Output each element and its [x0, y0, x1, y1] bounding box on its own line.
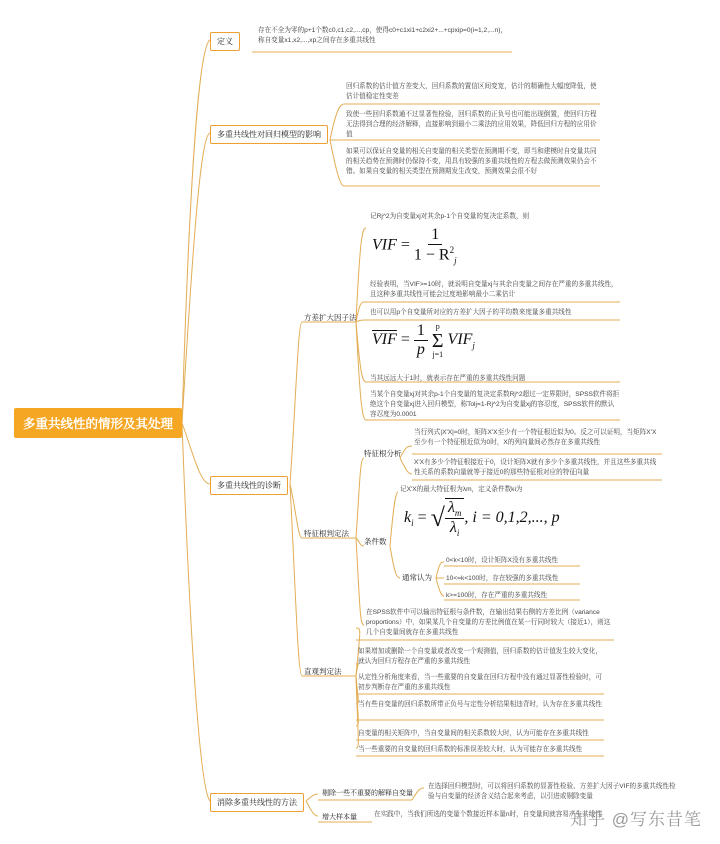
definition-text: 存在不全为零的p+1个数c0,c1,c2,...,cp，使得c0+c1xi1+c2xi2+...+cpxip=0(i=1,2,...n)，称自变量x1,x2,...,xp之间存在多重共线性 [258, 27, 508, 44]
intuitive-item: 当一些重要的自变量的回归系数的标准误差较大时，认为可能存在多重共线性 [358, 746, 583, 753]
increase-sample-text: 在实践中，当我们所选的变量个数接近样本量n时，自变量间就容易产生共线性 [374, 811, 602, 818]
vif-after: 当某个自变量xj对其余p-1个自变量的复决定系数Rj^2超过一定界限时，SPSS软件将拒绝这个自变量xj进入回归模型，称Tolj=1-Rj^2为自变量xj的容忍度，SPSS软件的默认容忍度为0.0001 [370, 391, 620, 418]
condition-number: 条件数 [364, 537, 387, 546]
branch-diagnosis: 多重共线性的诊断 [210, 476, 288, 495]
eigen-analysis-item: 当行列式|X'X|≈0时，矩阵X'X至少有一个特征根近似为0。反之可以证明，当矩阵X'X至少有一个特征根近似为0时，X的列向量间必然存在多重共线性 [414, 429, 657, 446]
method-remove-variables: 剔除一些不重要的解释自变量 [322, 790, 413, 797]
eigen-analysis: 特征根分析 [364, 449, 402, 458]
impact-item: 回归系数的估计值方差变大，回归系数的置信区间变宽，估计的精确性大幅度降低，使估计值稳定性变差 [346, 83, 597, 100]
spss-note: 在SPSS软件中可以输出特征根与条件数，在输出结果右侧的方差比例（variance proportions）中，如果某几个自变量的方差比例值在某一行同时较大（接近1），则这几个自变量间就存在多重共线性 [366, 609, 611, 636]
intuitive-item: 从定性分析角度来看，当一些重要的自变量在回归方程中没有通过显著性检验时，可初步判断存在严重的多重共线性 [358, 674, 602, 691]
eigen-analysis-item: X'X有多少个特征根接近于0，设计矩阵X就有多少个多重共线性，并且这些多重共线性关系的系数向量就等于接近0的那些特征根对应的特征向量 [414, 459, 657, 476]
method-eigen: 特征根判定法 [304, 529, 349, 538]
condition-intro: 记X'X的最大特征根为λm，定义条件数ki为 [400, 486, 523, 493]
branch-definition: 定义 [210, 32, 240, 51]
vif-rule: 也可以用p个自变量所对应的方差扩大因子的平均数来度量多重共线性 [370, 309, 572, 316]
root-topic: 多重共线性的情形及其处理 [14, 408, 182, 438]
vif-formula: VIF = $\frac{1}{1 - R^2_j}$ [372, 226, 457, 266]
vif-intro: 记Rj^2为自变量xj对其余p-1个自变量的复决定系数，则 [370, 213, 530, 220]
branch-elimination: 消除多重共线性的方法 [210, 793, 304, 812]
impact-item: 致使一些回归系数通不过显著性检验，回归系数的正负号也可能出现倒置，使回归方程无法得到合理的经济解释，直接影响到最小二乘法的应用效果，降低回归方程的应用价值 [346, 111, 597, 138]
condition-formula: $k_i$ = √ $\frac{\lambda_m}{\lambda_i}$ , i = 0,1,2,..., p [404, 499, 560, 539]
intuitive-item: 自变量的相关矩阵中，当自变量间的相关系数较大时，认为可能存在多重共线性 [358, 730, 589, 737]
method-vif: 方差扩大因子法 [304, 313, 357, 322]
vif-mean-formula: $\overline{VIF}$ = $\frac{1}{p}$ p Σ j=1 $VIF_j$ [372, 321, 475, 359]
intuitive-item: 如果增加或删除一个自变量或者改变一个观测值，回归系数的估计值发生较大变化，就认为回归方程存在严重的多重共线性 [358, 648, 602, 665]
vif-rule: 经验表明，当VIF>=10时，就说明自变量xj与其余自变量之间存在严重的多重共线性，且这种多重共线性可能会过度地影响最小二乘估计 [370, 281, 618, 298]
criteria-item: 0<k<10时，设计矩阵X没有多重共线性 [446, 557, 559, 564]
method-intuitive: 直观判定法 [304, 667, 342, 676]
branch-impact: 多重共线性对回归模型的影响 [210, 125, 328, 144]
usual-criteria: 通常认为 [402, 573, 432, 582]
impact-item: 如果可以保证自变量的相关自变量的相关类型在预测期不变，即当和建模时自变量共同的相关趋势在预测时仍保持不变，用具有较强的多重共线性的方程去做预测效果仍会不错。如果自变量的相关类型在预测期发生改变，预测效果会很不好 [346, 148, 597, 175]
criteria-item: 10<=k<100时，存在较强的多重共线性 [446, 575, 559, 582]
criteria-item: k>=100时，存在严重的多重共线性 [446, 592, 548, 599]
remove-variables-text: 在选择回归模型时，可以将回归系数的显著性检验、方差扩大因子VIF的多重共线性检验与自变量的经济含义结合起来考虑，以引进或剔除变量 [428, 783, 676, 800]
method-increase-sample: 增大样本量 [322, 814, 357, 821]
vif-after: 当其远远大于1时，就表示存在严重的多重共线性问题 [370, 375, 526, 382]
intuitive-item: 当有些自变量的回归系数所带正负号与定性分析结果相违背时，认为存在多重共线性 [358, 701, 602, 708]
watermark: 知乎 @写东昔笔 [570, 810, 702, 829]
